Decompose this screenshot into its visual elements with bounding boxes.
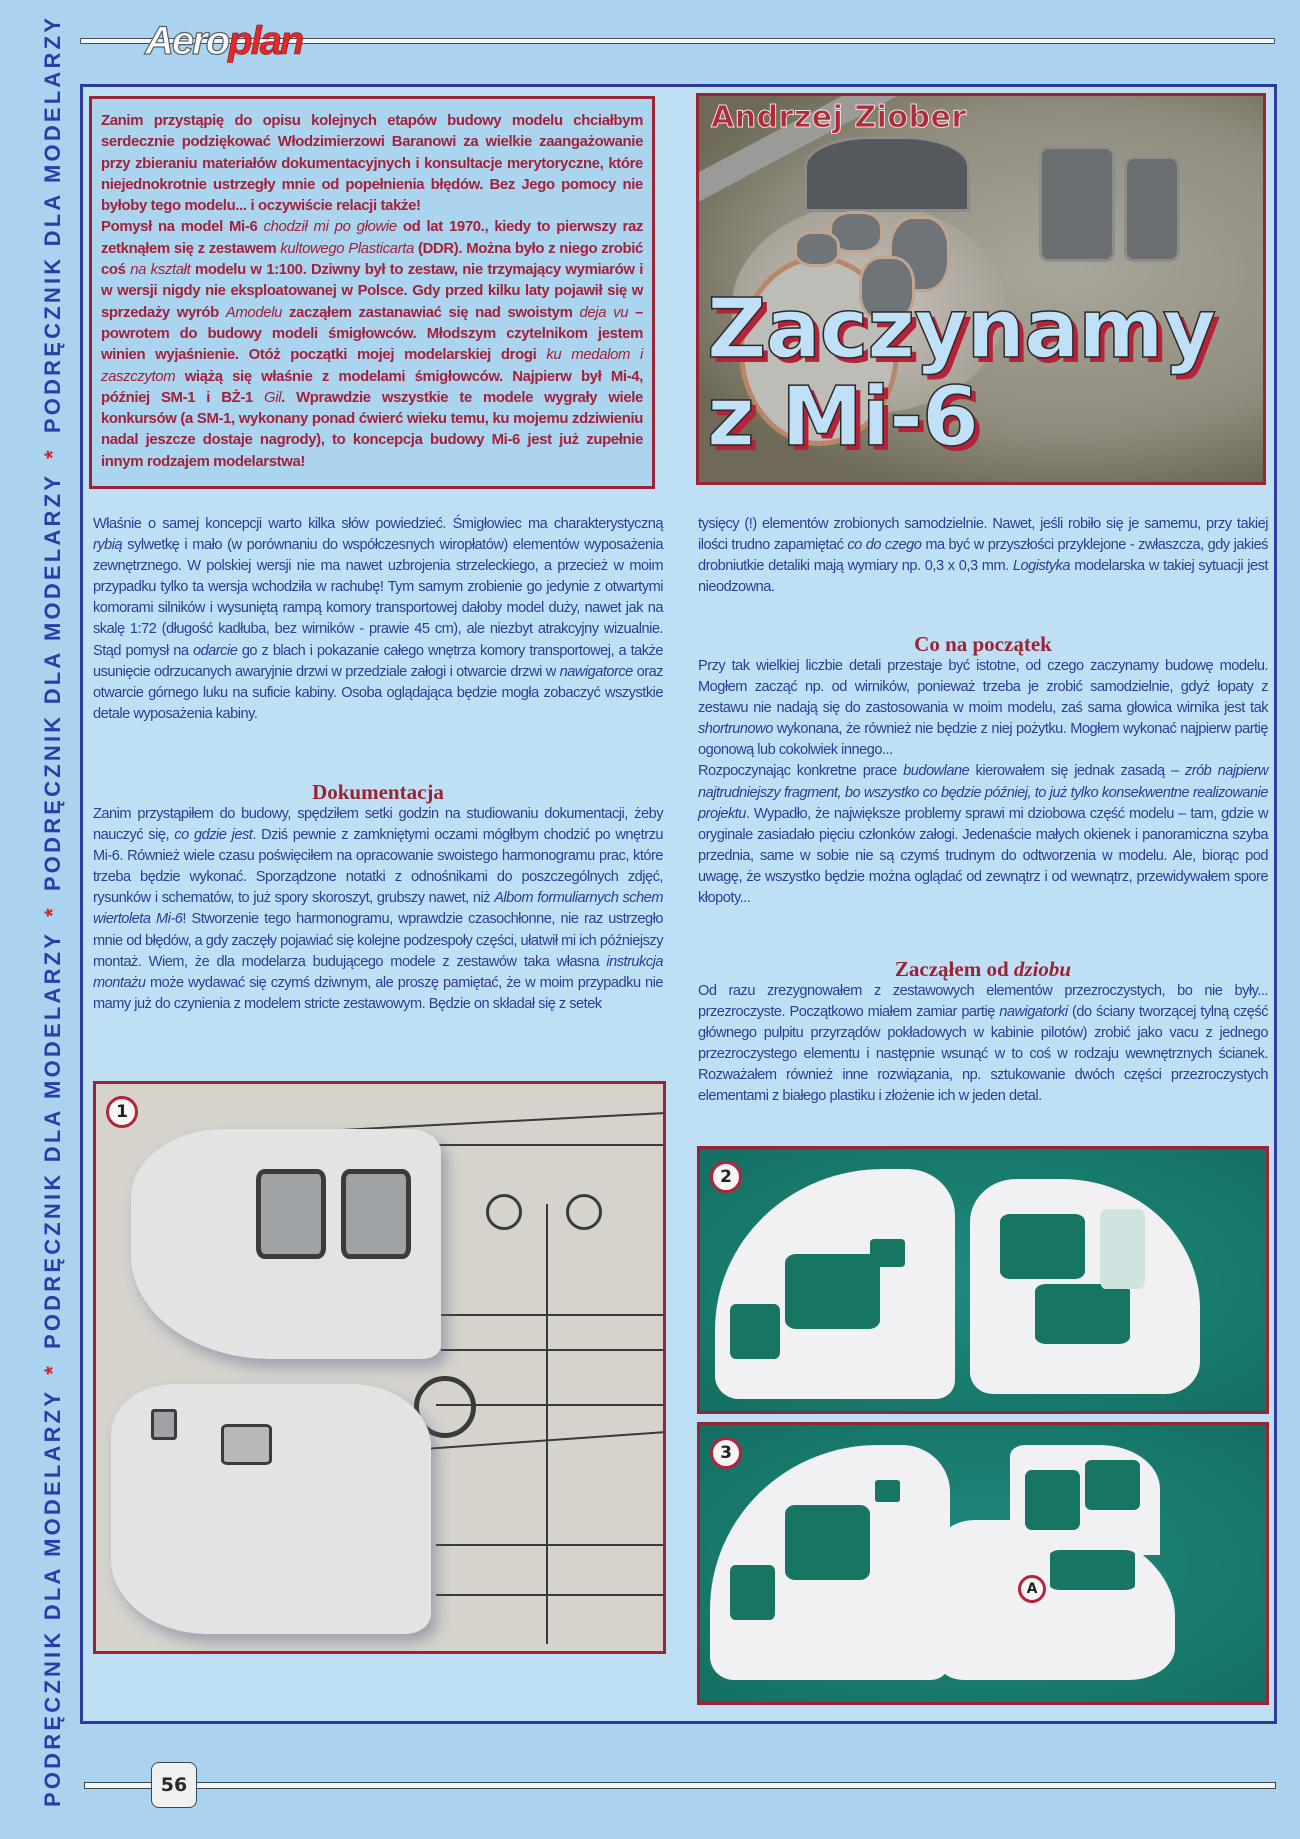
sidebar-segment: PODRĘCZNIK DLA MODELARZY — [40, 472, 65, 892]
section-heading-documentation: Dokumentacja — [312, 780, 444, 804]
drawing-porthole — [566, 1194, 602, 1230]
window-opening — [730, 1565, 775, 1620]
window-opening — [875, 1480, 900, 1502]
photo-1-fuselage-on-drawing — [93, 1081, 666, 1654]
photo-2-cockpit-parts — [697, 1146, 1269, 1414]
drawing-line — [436, 1544, 666, 1546]
body-paragraph-concept: Właśnie o samej koncepcji warto kilka słów powiedzieć. Śmigłowiec ma charakterystyczną rybią sylwetkę i mało (w porównaniu do współczesnych wiropłatów) elementów wyposażenia zewnętrznego. W polskiej wersji nie ma nawet uzbrojenia strzeleckiego, a przecież w moim przypadku tylko ta wersja wchodziła w rachubę! Tym samym zrobienie go jedynie z otwartymi komorami silników i wysuniętą rampą komory transportowej dałoby model duży, nawet jak na skalę 1:72 (długość kadłuba, bez wirników - prawie 45 cm), ale niezbyt atrakcyjny wizualnie. Stąd pomysł na odarcie go z blach i pokazanie całego wnętrza komory transportowej, a także usunięcie odrzucanych awaryjnie drzwi w przedziale załogi i otwarcie drzwi w nawigatorce oraz otwarcie górnego luku na suficie kabiny. Osoba oglądająca będzie mogła zobaczyć wszystkie detale wyposażenia kabiny. — [93, 516, 663, 722]
page-number: 56 — [151, 1762, 197, 1808]
side-window-shape — [1039, 146, 1115, 262]
window-opening — [1035, 1284, 1130, 1344]
window-opening — [785, 1254, 880, 1329]
hero-photo-mi6-cockpit — [696, 93, 1266, 485]
sidebar-star-separator: * — [40, 447, 65, 459]
model-window — [256, 1169, 326, 1259]
window-opening — [1050, 1550, 1135, 1590]
window-opening — [870, 1239, 905, 1267]
article-title — [707, 282, 1216, 465]
sidebar-segment: PODRĘCZNIK DLA MODELARZY — [40, 930, 65, 1350]
model-window — [151, 1409, 177, 1440]
photo-number-badge: 3 — [710, 1437, 742, 1469]
nose-window-shape — [794, 231, 840, 267]
title-line-1: Zaczynamy — [707, 282, 1216, 377]
model-window — [221, 1424, 272, 1465]
window-opening — [1100, 1209, 1145, 1289]
footer-rule — [84, 1782, 1276, 1789]
photo-3-assembled-parts — [697, 1422, 1269, 1705]
drawing-line — [546, 1204, 548, 1644]
section-heading-start: Co na początek — [914, 632, 1052, 656]
section-heading-nose: Zacząłem od dziobu — [894, 957, 1072, 981]
part-marker-badge: A — [1018, 1575, 1046, 1603]
sidebar-series-label — [0, 0, 80, 1839]
logo-aero: Aero — [145, 19, 229, 63]
window-opening — [1000, 1214, 1085, 1279]
drawing-line — [436, 1594, 666, 1596]
window-opening — [1085, 1460, 1140, 1510]
window-opening — [1025, 1470, 1080, 1530]
drawing-line — [426, 1144, 666, 1146]
body-paragraph-nose: Od razu zrezygnowałem z zestawowych elementów przezroczystych, bo nie były... przezroczyste. Początkowo miałem zamiar partię nawigatorki (do ściany tworzącej tylną część głównego pulpitu przyrządów pokładowych w kabinie pilotów) zrobić jako vacu z jednego przezroczystego elementu i następnie wsunąć w to coś w rodzaju wewnętrznych ścianek. Rozważałem również inne rozwiązania, np. sztukowanie dwóch części przezroczystych elementami z białego plastiku i złożenie ich w jeden detal. — [698, 983, 1268, 1105]
sidebar-star-separator: * — [40, 905, 65, 917]
title-line-2: z Mi-6 — [707, 370, 979, 465]
intro-box — [89, 96, 655, 489]
intro-paragraph-idea: Pomysł na model Mi-6 chodził mi po głowie od lat 1970., kiedy to pierwszy raz zetknąłem się z zestawem kultowego Plasticarta (DDR). Można było z niego zrobić coś na kształt modelu w 1:100. Dziwny był to zestaw, nie trzymający wymiarów i w wersji nigdy nie eksploatowanej w Polsce. Gdy przed kilku laty pojawił się w sprzedaży wyrób Amodelu zacząłem zastanawiać się nad swoistym deja vu – powrotem do budowy modeli śmigłowców. Młodszym czytelnikom jestem winien wyjaśnienie. Otóż początki mojej modelarskiej drogi ku medalom i zaszczytom wiążą się właśnie z modelami śmigłowców. Najpierw był Mi-4, później SM-1 i BŻ-1 Gil. Wprawdzie wszystkie te modele wygrały wiele konkursów (a SM-1, wykonany ponad ćwierć wieku temu, ku mojemu zdziwieniu nadal jeszcze dostaje nagrody), to koncepcja budowy Mi-6 jest już zupełnie innym rodzajem modelarstwa! — [101, 219, 644, 470]
drawing-line — [441, 1349, 666, 1351]
sidebar-segment: PODRĘCZNIK DLA MODELARZY — [40, 14, 65, 434]
cockpit-glazing-shape — [804, 136, 970, 212]
sidebar-star-separator: * — [40, 1363, 65, 1375]
drawing-line — [441, 1314, 666, 1316]
window-opening — [785, 1505, 870, 1580]
photo-number-badge: 1 — [106, 1096, 138, 1128]
model-window — [341, 1169, 411, 1259]
section-nose — [698, 957, 1268, 1108]
section-documentation — [93, 780, 663, 1015]
logo-plan: plan — [228, 19, 303, 63]
body-paragraph-start-1: Przy tak wielkiej liczbie detali przestaje być istotne, od czego zaczynamy budowę modelu. Mogłem zacząć np. od wirników, ponieważ trzeba je zrobić samodzielnie, gdyż łopaty z zestawu nie nadają się do zastosowania w moim modelu, zaś sama głowica wirnika jest tak shortrunowo wykonana, że również nie będzie z niej pożytku. Mogłem wykonać najpierw partię ogonową lub cokolwiek innego... — [698, 658, 1268, 759]
body-paragraph-start-2: Rozpoczynając konkretne prace budowlane kierowałem się jednak zasadą – zrób najpierw najtrudniejszy fragment, bo wszystko co będzie później, to już tylko konsekwentne realizowanie projektu. Wypadło, że największe problemy sprawi mi dziobowa część modelu – tam, gdzie w oryginale zasiadało pięciu członków załogi. Jedenaście małych okienek i panoramiczna szyba przednia, same w sobie nie są czymś trudnym do odtworzenia w modelu. Ale, biorąc pod uwagę, że wszystko będzie można oglądać od zewnątrz i od wewnątrz, przewidywałem spore kłopoty... — [698, 763, 1268, 907]
side-window-shape — [1124, 156, 1180, 262]
sidebar-vertical-text — [40, 15, 66, 1807]
sidebar-segment: PODRĘCZNIK DLA MODELARZY — [40, 1388, 65, 1807]
body-paragraph-documentation: Zanim przystąpiłem do budowy, spędziłem setki godzin na studiowaniu dokumentacji, żeby nauczyć się, co gdzie jest. Dziś pewnie z zamkniętymi oczami mógłbym chodzić po wnętrzu Mi-6. Również wiele czasu poświęciłem na opracowanie swoistego harmonogramu prac, które trzeba będzie wykonać. Sporządzone notatki z odnośnikami do poszczególnych zdjęć, rysunków i schematów, to już spory skoroszyt, grubszy nawet, niż Albom formuliarnych schem wiertoleta Mi-6! Stworzenie tego harmonogramu, wprawdzie czasochłonne, nie raz ustrzegło mnie od błędów, a gdy zaczęły pojawiać się kolejne podzespoły części, ułatwił mi ich późniejszy montaż. Wiem, że dla modelarza budującego modele z zestawów taka własna instrukcja montażu może wydawać się czymś dziwnym, ale proszę pamiętać, że w moim przypadku nie mamy już do czynienia z modelem stricte zestawowym. Będzie on składał się z setek — [93, 806, 664, 1012]
photo-number-badge: 2 — [710, 1161, 742, 1193]
intro-paragraph-thanks: Zanim przystąpię do opisu kolejnych etapów budowy modelu chciałbym serdecznie podziękować Włodzimierzowi Baranowi za wielkie zaangażowanie przy zbieraniu materiałów dokumentacyjnych i konsultacje merytoryczne, które niejednokrotnie ustrzegły mnie od popełnienia błędów. Bez Jego pomocy nie byłoby tego modelu... i oczywiście relacji także! — [101, 113, 643, 215]
drawing-porthole — [486, 1194, 522, 1230]
magazine-logo — [145, 18, 302, 64]
article-author: Andrzej Ziober — [711, 100, 967, 135]
section-start — [698, 632, 1268, 909]
window-opening — [730, 1304, 780, 1359]
body-paragraph-documentation-continued: tysięcy (!) elementów zrobionych samodzielnie. Nawet, jeśli robiło się je samemu, przy takiej ilości trudno zapamiętać co do czego ma być w przyszłości przyklejone - zwłaszcza, gdy jakieś drobniutkie detaliki mają wymiary np. 0,3 x 0,3 mm. Logistyka modelarska w takiej sytuacji jest nieodzowna. — [698, 516, 1268, 596]
